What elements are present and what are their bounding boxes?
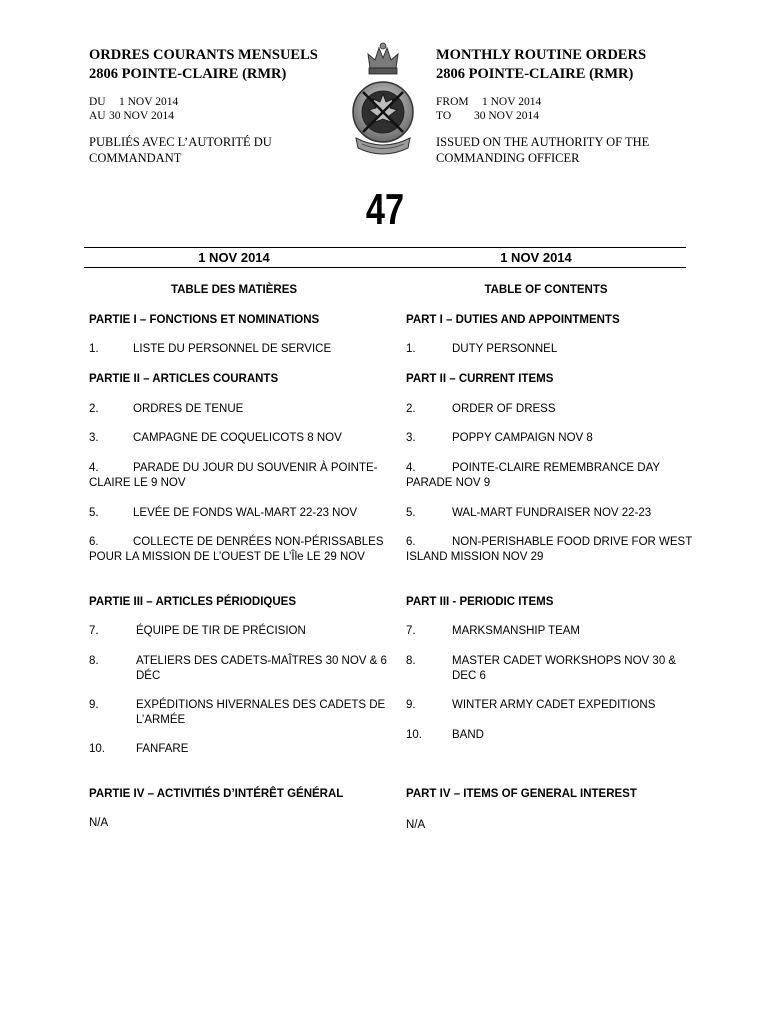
- en-item-10-number: 10.: [406, 729, 422, 741]
- en-item-1-number: 1.: [406, 343, 416, 355]
- en-item-4-text-line1: POINTE-CLAIRE REMEMBRANCE DAY: [452, 462, 661, 474]
- fr-to-label: AU: [89, 110, 106, 122]
- en-from-label: FROM: [436, 96, 469, 108]
- en-part4-heading: PART IV – ITEMS OF GENERAL INTEREST: [406, 788, 637, 800]
- en-item-8-text-line1: MASTER CADET WORKSHOPS NOV 30 &: [452, 655, 677, 667]
- fr-from-label: DU: [89, 96, 106, 108]
- fr-from-date: 1 NOV 2014: [119, 96, 179, 108]
- fr-item-4-text-line1: PARADE DU JOUR DU SOUVENIR À POINTE-: [133, 462, 378, 474]
- fr-item-4-text-line2: CLAIRE LE 9 NOV: [89, 477, 186, 489]
- en-item-9-number: 9.: [406, 699, 416, 711]
- en-authority: [436, 134, 649, 166]
- fr-date-range: [89, 95, 178, 123]
- en-authority-line1: ISSUED ON THE AUTHORITY OF THE: [436, 135, 650, 149]
- fr-item-6-text-line1: COLLECTE DE DENRÉES NON-PÉRISSABLES: [133, 536, 384, 548]
- en-authority-line2: COMMANDING OFFICER: [436, 151, 580, 165]
- en-date-range: [436, 95, 541, 123]
- fr-item-5-text: LEVÉE DE FONDS WAL-MART 22-23 NOV: [133, 507, 358, 519]
- fr-title: [89, 46, 318, 84]
- fr-item-3-text: CAMPAGNE DE COQUELICOTS 8 NOV: [133, 432, 342, 444]
- fr-date-header: 1 NOV 2014: [198, 250, 270, 265]
- en-title-line1: MONTHLY ROUTINE ORDERS: [436, 47, 647, 63]
- fr-item-7-number: 7.: [89, 625, 99, 637]
- en-item-7-number: 7.: [406, 625, 416, 637]
- en-part1-heading: PART I – DUTIES AND APPOINTMENTS: [406, 314, 620, 326]
- en-part2-heading: PART II – CURRENT ITEMS: [406, 373, 554, 385]
- en-item-6-text-line1: NON-PERISHABLE FOOD DRIVE FOR WEST: [452, 536, 693, 548]
- en-item-8-text-line2: DEC 6: [452, 670, 486, 682]
- en-item-10-text: BAND: [452, 729, 484, 741]
- fr-item-9-text-line1: EXPÉDITIONS HIVERNALES DES CADETS DE: [136, 699, 386, 711]
- en-to-label: TO: [436, 110, 452, 122]
- en-part4-na: N/A: [406, 819, 426, 831]
- fr-item-6-number: 6.: [89, 536, 99, 548]
- fr-item-4-number: 4.: [89, 462, 99, 474]
- en-item-5-number: 5.: [406, 507, 416, 519]
- fr-to-date: 30 NOV 2014: [109, 110, 174, 122]
- order-number: 47: [365, 185, 405, 234]
- en-part3-heading: PART III - PERIODIC ITEMS: [406, 596, 554, 608]
- en-item-5-text: WAL-MART FUNDRAISER NOV 22-23: [452, 507, 652, 519]
- en-item-6-text-line2: ISLAND MISSION NOV 29: [406, 551, 544, 563]
- fr-item-5-number: 5.: [89, 507, 99, 519]
- fr-authority: [89, 134, 272, 166]
- en-toc-title: TABLE OF CONTENTS: [484, 284, 608, 296]
- en-item-8-number: 8.: [406, 655, 416, 667]
- en-item-3-number: 3.: [406, 432, 416, 444]
- fr-item-8-text-line2: DÉC: [136, 670, 161, 682]
- fr-title-line1: ORDRES COURANTS MENSUELS: [89, 47, 318, 63]
- fr-item-2-text: ORDRES DE TENUE: [133, 403, 244, 415]
- fr-item-6-text-line2: POUR LA MISSION DE L’OUEST DE L’Île LE 29 NOV: [89, 551, 365, 563]
- fr-toc-title: TABLE DES MATIÈRES: [170, 284, 298, 296]
- fr-item-3-number: 3.: [89, 432, 99, 444]
- fr-item-2-number: 2.: [89, 403, 99, 415]
- en-item-4-number: 4.: [406, 462, 416, 474]
- fr-item-8-number: 8.: [89, 655, 99, 667]
- fr-item-1-text: LISTE DU PERSONNEL DE SERVICE: [133, 343, 332, 355]
- fr-part4-heading: PARTIE IV – ACTIVITIÉS D’INTÉRÊT GÉNÉRAL: [89, 788, 344, 800]
- en-item-3-text: POPPY CAMPAIGN NOV 8: [452, 432, 593, 444]
- en-item-6-number: 6.: [406, 536, 416, 548]
- fr-title-line2: 2806 POINTE-CLAIRE (RMR): [89, 66, 287, 82]
- fr-part2-heading: PARTIE II – ARTICLES COURANTS: [89, 373, 279, 385]
- fr-item-1-number: 1.: [89, 343, 99, 355]
- fr-item-10-text: FANFARE: [136, 743, 189, 755]
- fr-authority-line2: COMMANDANT: [89, 151, 182, 165]
- fr-item-10-number: 10.: [89, 743, 105, 755]
- fr-part3-heading: PARTIE III – ARTICLES PÉRIODIQUES: [89, 596, 297, 608]
- en-title-line2: 2806 POINTE-CLAIRE (RMR): [436, 66, 634, 82]
- en-to-date: 30 NOV 2014: [474, 110, 539, 122]
- fr-item-9-text-line2: L’ARMÉE: [136, 714, 186, 726]
- en-item-7-text: MARKSMANSHIP TEAM: [452, 625, 581, 637]
- en-item-9-text: WINTER ARMY CADET EXPEDITIONS: [452, 699, 656, 711]
- fr-part4-na: N/A: [89, 817, 109, 829]
- top-rule: [84, 247, 686, 248]
- fr-authority-line1: PUBLIÉS AVEC L’AUTORITÉ DU: [89, 135, 272, 149]
- en-title: [436, 46, 646, 84]
- en-date-header: 1 NOV 2014: [500, 250, 572, 265]
- regimental-crest-icon: [348, 40, 418, 162]
- en-item-1-text: DUTY PERSONNEL: [452, 343, 558, 355]
- fr-part1-heading: PARTIE I – FONCTIONS ET NOMINATIONS: [89, 314, 320, 326]
- en-from-date: 1 NOV 2014: [482, 96, 542, 108]
- en-item-4-text-line2: PARADE NOV 9: [406, 477, 491, 489]
- fr-item-7-text: ÉQUIPE DE TIR DE PRÉCISION: [136, 625, 306, 637]
- en-item-2-number: 2.: [406, 403, 416, 415]
- fr-item-8-text-line1: ATELIERS DES CADETS-MAÎTRES 30 NOV & 6: [136, 655, 387, 667]
- fr-item-9-number: 9.: [89, 699, 99, 711]
- bottom-rule: [84, 267, 686, 268]
- en-item-2-text: ORDER OF DRESS: [452, 403, 556, 415]
